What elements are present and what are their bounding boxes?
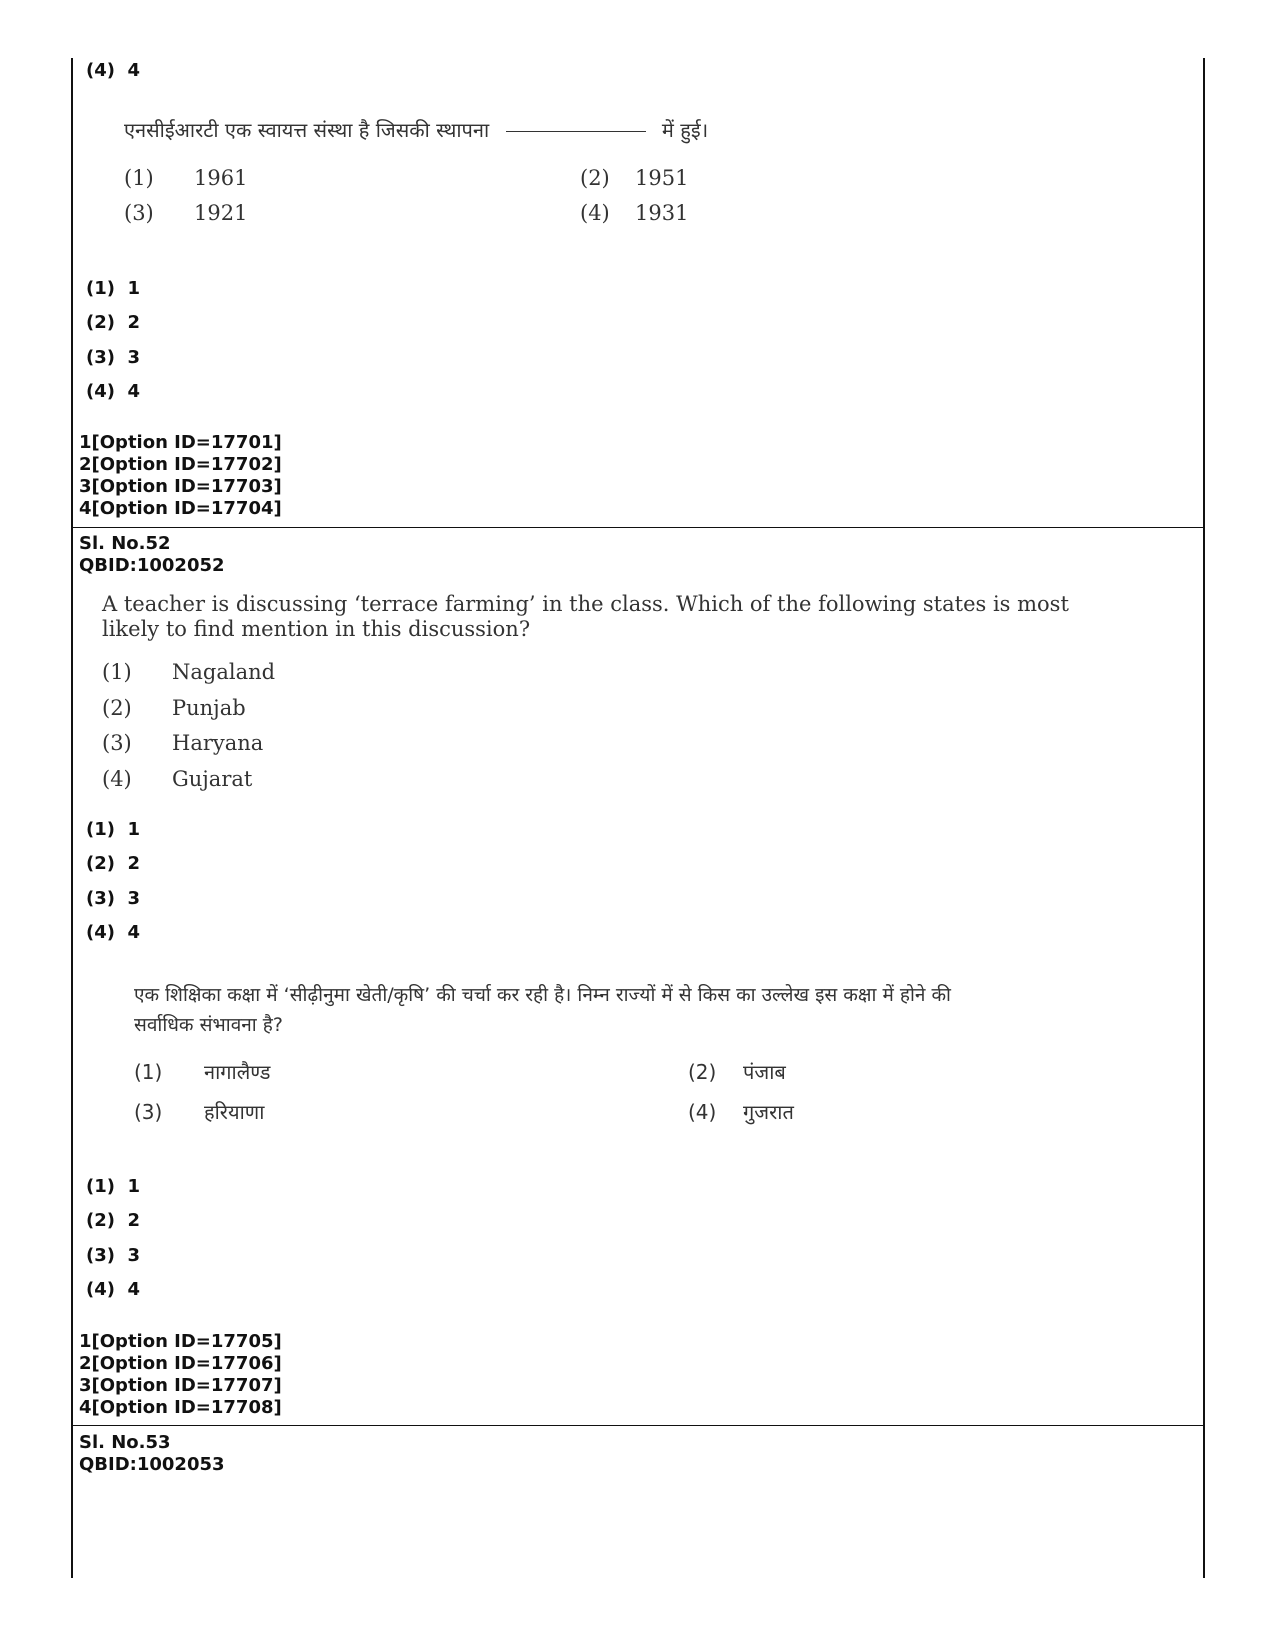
left-border (71, 58, 73, 1578)
answer-option-2: (2) 2 (86, 853, 141, 874)
answer-option-2: (2) 2 (86, 312, 141, 333)
sl-no: Sl. No.52 (79, 533, 171, 554)
hindi-question-line-1: एक शिक्षिका कक्षा में ‘सीढ़ीनुमा खेती/कृषि’ की चर्चा कर रही है। निम्न राज्यों में से किस का उल्लेख इस कक्षा में होने की (134, 984, 951, 1006)
hindi-question (124, 116, 708, 143)
answer-option-3: (3) 3 (86, 1245, 141, 1266)
qbid: QBID:1002052 (79, 555, 225, 576)
choice-2: (2) 1951 (580, 166, 689, 190)
english-question-line-2: likely to find mention in this discussion? (102, 617, 531, 641)
choice-4: (4) 1931 (580, 201, 689, 225)
prev-answer-option: (4) 4 (86, 60, 141, 81)
answer-option-4: (4) 4 (86, 1279, 141, 1300)
question-header (79, 533, 225, 577)
hindi-choice-2: (2) पंजाब (688, 1060, 786, 1084)
sl-no: Sl. No.53 (79, 1432, 171, 1453)
right-border (1203, 58, 1205, 1578)
english-choice-4: (4) Gujarat (102, 767, 253, 791)
question-header (79, 1432, 225, 1476)
english-question (102, 592, 1069, 642)
option-id-1: 1[Option ID=17701] (79, 432, 282, 453)
choice-3: (3) 1921 (124, 201, 248, 225)
english-choice-1: (1) Nagaland (102, 660, 276, 684)
option-id-4: 4[Option ID=17704] (79, 498, 282, 519)
qbid: QBID:1002053 (79, 1454, 225, 1475)
english-choice-2: (2) Punjab (102, 696, 246, 720)
hindi-choice-3: (3) हरियाणा (134, 1100, 265, 1124)
option-id-list (79, 432, 282, 520)
option-id-2: 2[Option ID=17702] (79, 454, 282, 475)
hindi-question-line-2: सर्वाधिक संभावना है? (134, 1014, 283, 1036)
answer-option-1: (1) 1 (86, 1176, 141, 1197)
hindi-question-prefix: एनसीईआरटी एक स्वायत्त संस्था है जिसकी स्थापना (124, 118, 490, 142)
answer-option-1: (1) 1 (86, 278, 141, 299)
answer-option-4: (4) 4 (86, 922, 141, 943)
answer-option-3: (3) 3 (86, 888, 141, 909)
english-choice-3: (3) Haryana (102, 731, 264, 755)
blank-line (506, 131, 646, 132)
option-id-2: 2[Option ID=17706] (79, 1353, 282, 1374)
option-id-4: 4[Option ID=17708] (79, 1397, 282, 1418)
option-id-list (79, 1331, 282, 1419)
divider (71, 1425, 1205, 1426)
answer-option-2: (2) 2 (86, 1210, 141, 1231)
option-id-3: 3[Option ID=17703] (79, 476, 282, 497)
answer-option-4: (4) 4 (86, 381, 141, 402)
hindi-choice-4: (4) गुजरात (688, 1100, 794, 1124)
english-question-line-1: A teacher is discussing ‘terrace farming’ in the class. Which of the following states is most (102, 592, 1069, 616)
hindi-choice-1: (1) नागालैण्ड (134, 1060, 271, 1084)
divider (71, 527, 1205, 528)
answer-option-3: (3) 3 (86, 347, 141, 368)
answer-option-1: (1) 1 (86, 819, 141, 840)
option-id-3: 3[Option ID=17707] (79, 1375, 282, 1396)
hindi-question (134, 980, 951, 1040)
choice-1: (1) 1961 (124, 166, 248, 190)
option-id-1: 1[Option ID=17705] (79, 1331, 282, 1352)
hindi-question-suffix: में हुई। (661, 118, 709, 142)
